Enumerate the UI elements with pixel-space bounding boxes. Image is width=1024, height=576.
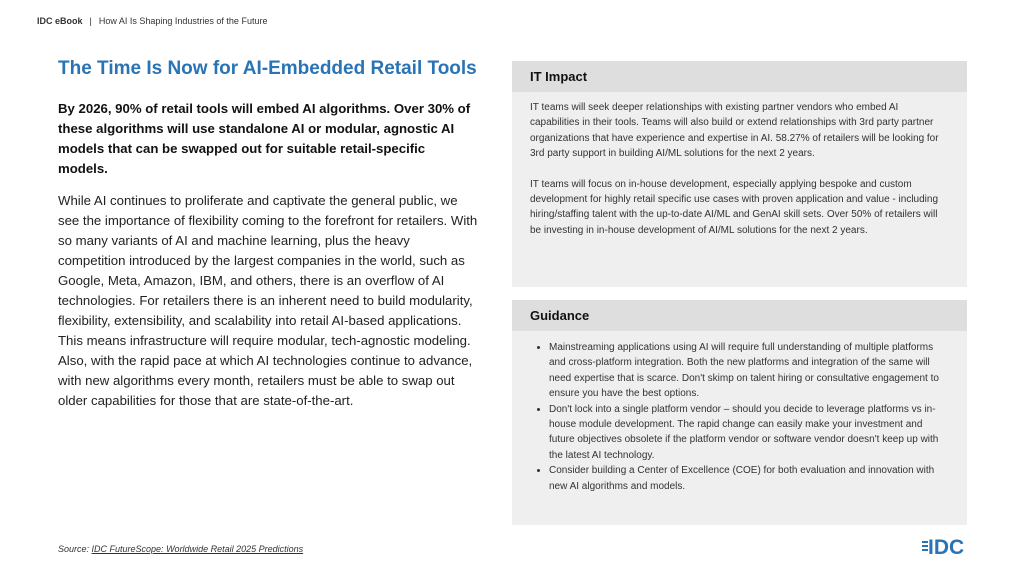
guidance-item: • Don't lock into a single platform vendor – should you decide to leverage platforms vs in-house module development. The rapid change can easily make your investment and future objectives obsolete if the platform vendor or software vendor doesn't keep up with the latest AI technology. (549, 402, 945, 464)
idc-logo-text: IDC (928, 536, 965, 558)
guidance-item: • Consider building a Center of Excellence (COE) for both evaluation and innovation with new AI algorithms and models. (549, 463, 945, 494)
page-title: The Time Is Now for AI-Embedded Retail Tools (58, 58, 477, 79)
page-header (37, 16, 267, 26)
idc-logo (922, 534, 988, 563)
it-impact-heading: IT Impact (512, 61, 967, 92)
source-link[interactable]: IDC FutureScope: Worldwide Retail 2025 Predictions (91, 544, 304, 554)
guidance-body (512, 331, 967, 494)
ebook-title: How AI Is Shaping Industries of the Future (98, 16, 268, 26)
it-impact-body (512, 92, 967, 238)
header-separator: | (89, 16, 92, 26)
source-prefix: Source: (58, 544, 92, 554)
it-impact-panel (512, 61, 967, 287)
guidance-list (530, 340, 945, 494)
guidance-heading: Guidance (512, 300, 967, 331)
guidance-panel (512, 300, 967, 525)
main-content (58, 58, 478, 411)
idc-logo-mark (922, 534, 988, 558)
ebook-brand: IDC eBook (37, 16, 83, 26)
body-paragraph: While AI continues to proliferate and captivate the general public, we see the importance of flexibility coming to the forefront for retailers. With so many variants of AI and machine learning, plus the heavy competition introduced by the largest companies in the world, such as Google, Meta, Amazon, IBM, and others, there is an overflow of AI technologies. For retailers there is an inherent need to build modularity, flexibility, extensibility, and scalability into retail AI-based applications. This means infrastructure will require modular, tech-agnostic modeling. Also, with the rapid pace at which AI technologies continue to advance, with new algorithms every month, retailers must be able to swap out older capabilities for those that are state-of-the-art. (58, 193, 478, 408)
source-note (58, 544, 303, 554)
it-impact-paragraph: IT teams will seek deeper relationships with existing partner vendors who embed AI capabilities in their tools. Teams will also build or extend relationships with 3rd party partner organizations that have experience and expertise in AI. 58.27% of retailers will be looking for 3rd party support in building AI/ML solutions for the next 2 years. (530, 102, 939, 160)
guidance-item: • Mainstreaming applications using AI will require full understanding of multiple platforms and cross-platform integration. Both the new platforms and integration of the same will need expertise that is scarce. Don't skimp on talent hiring or consultative engagement to ensure you have the best options. (549, 340, 945, 402)
it-impact-paragraph: IT teams will focus on in-house development, especially applying bespoke and custom development for highly retail specific use cases with proven application and value - including hiring/staffing talent with the up-to-date AI/ML and GenAI skill sets. Over 50% of retailers will be investing in in-house development of AI/ML solutions for the next 2 years. (530, 178, 939, 236)
lead-paragraph: By 2026, 90% of retail tools will embed AI algorithms. Over 30% of these algorithms will use standalone AI or modular, agnostic AI models that can be swapped out for suitable retail-specific models. (58, 101, 471, 176)
